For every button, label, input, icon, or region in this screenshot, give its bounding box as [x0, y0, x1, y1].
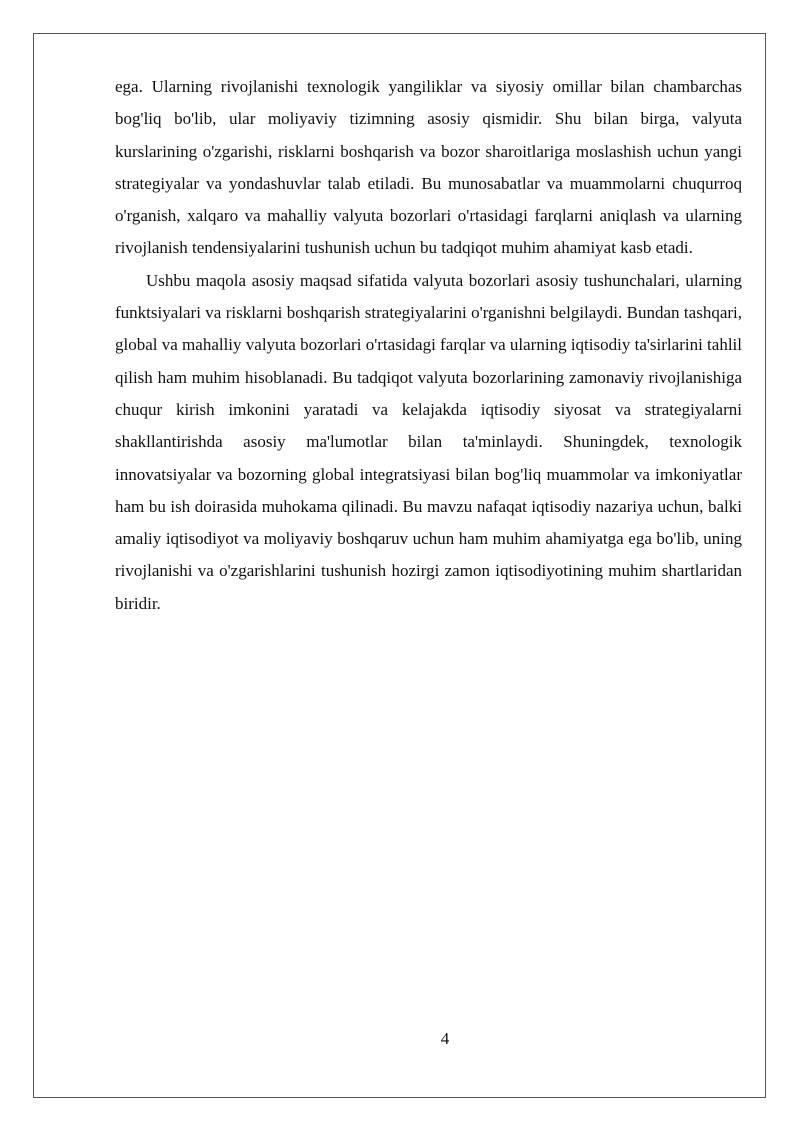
paragraph-purpose: Ushbu maqola asosiy maqsad sifatida valyuta bozorlari asosiy tushunchalari, ularning funktsiyalari va risklarni boshqarish strategiyalarini o'rganishni belgilaydi. Bundan tashqari, global va mahalliy valyuta bozorlari o'rtasidagi farqlar va ularning iqtisodiy ta'sirlarini tahlil qilish ham muhim hisoblanadi. Bu tadqiqot valyuta bozorlarining zamonaviy rivojlanishiga chuqur kirish imkonini yaratadi va kelajakda iqtisodiy siyosat va strategiyalarni shakllantirishda asosiy ma'lumotlar bilan ta'minlaydi. Shuningdek, texnologik innovatsiyalar va bozorning global integratsiyasi bilan bog'liq muammolar va imkoniyatlar ham bu ish doirasida muhokama qilinadi. Bu mavzu nafaqat iqtisodiy nazariya uchun, balki amaliy iqtisodiyot va moliyaviy boshqaruv uchun ham muhim ahamiyatga ega bo'lib, uning rivojlanishi va o'zgarishlarini tushunish hozirgi zamon iqtisodiyotining muhim shartlaridan biridir. — [115, 270, 742, 613]
page-number: 4 — [440, 1029, 450, 1048]
body-text — [115, 71, 742, 620]
paragraph-continuation: ega. Ularning rivojlanishi texnologik yangiliklar va siyosiy omillar bilan chambarchas bog'liq bo'lib, ular moliyaviy tizimning asosiy qismidir. Shu bilan birga, valyuta kurslarining o'zgarishi, risklarni boshqarish va bozor sharoitlariga moslashish uchun yangi strategiyalar va yondashuvlar talab etiladi. Bu munosabatlar va muammolarni chuqurroq o'rganish, xalqaro va mahalliy valyuta bozorlari o'rtasidagi farqlarni aniqlash va ularning rivojlanish tendensiyalarini tushunish uchun bu tadqiqot muhim ahamiyat kasb etadi. — [115, 77, 742, 258]
